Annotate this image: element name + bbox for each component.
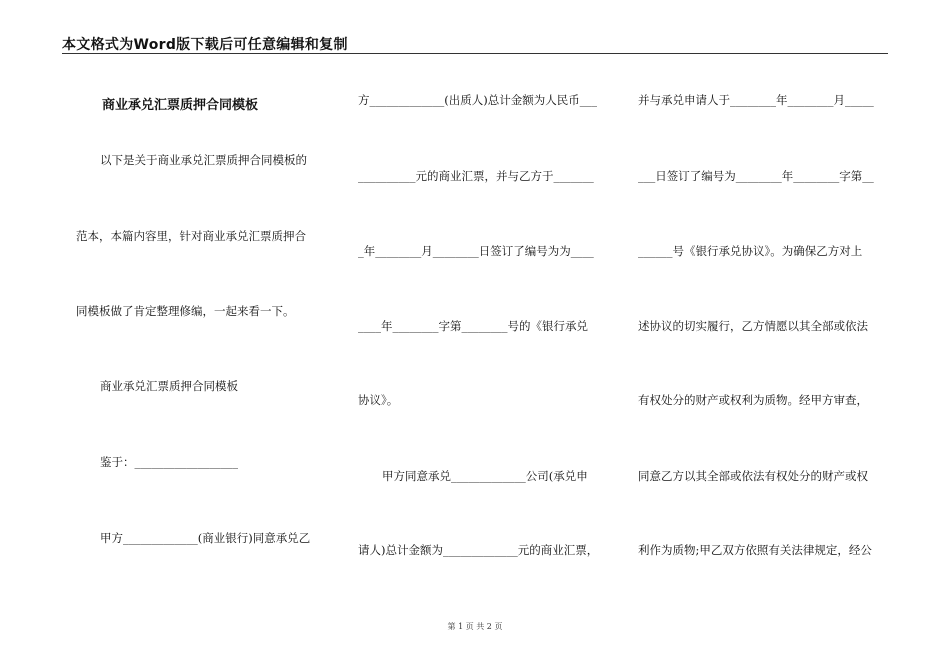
paragraph-line: 有权处分的财产或权利为质物。经甲方审查， — [638, 393, 868, 407]
paragraph-line: 甲方_____________(商业银行)同意承兑乙 — [100, 531, 311, 545]
paragraph-line: 方_____________(出质人)总计金额为人民币___ — [358, 93, 597, 107]
paragraph-line: 以下是关于商业承兑汇票质押合同模板的 — [100, 153, 307, 167]
paragraph-line: 鉴于：__________________ — [100, 455, 238, 469]
paragraph-line: __________元的商业汇票，并与乙方于_______ — [358, 169, 594, 183]
paragraph-line: 范本，本篇内容里，针对商业承兑汇票质押合 — [76, 229, 306, 243]
page-number: 第 1 页 共 2 页 — [447, 622, 503, 631]
paragraph-line: 利作为质物;甲乙双方依照有关法律规定，经公 — [638, 543, 872, 557]
paragraph-line: ____年________字第________号的《银行承兑 — [358, 319, 588, 333]
text-column-2 — [356, 78, 614, 618]
document-banner: 本文格式为Word版下载后可任意编辑和复制 — [62, 37, 348, 53]
paragraph-line: 同模板做了肯定整理修编，一起来看一下。 — [76, 304, 295, 318]
paragraph-line: 并与承兑申请人于________年________月_____ — [638, 93, 874, 107]
paragraph-line: 同意乙方以其全部或依法有权处分的财产或权 — [638, 469, 868, 483]
paragraph-line: _年________月________日签订了编号为为____ — [358, 244, 594, 258]
paragraph-line: ___日签订了编号为________年________字第__ — [638, 169, 874, 183]
text-column-1 — [72, 78, 330, 618]
paragraph-line: 述协议的切实履行，乙方情愿以其全部或依法 — [638, 319, 868, 333]
paragraph-line: 请人)总计金额为_____________元的商业汇票， — [358, 543, 599, 557]
document-title: 商业承兑汇票质押合同模板 — [102, 98, 259, 113]
header-divider — [62, 53, 888, 54]
paragraph-line: 甲方同意承兑_____________公司(承兑申 — [382, 469, 588, 483]
section-heading: 商业承兑汇票质押合同模板 — [100, 379, 238, 393]
paragraph-line: ______号《银行承兑协议》。为确保乙方对上 — [638, 244, 863, 258]
paragraph-line: 协议》。 — [358, 393, 399, 407]
text-column-3 — [636, 78, 894, 618]
